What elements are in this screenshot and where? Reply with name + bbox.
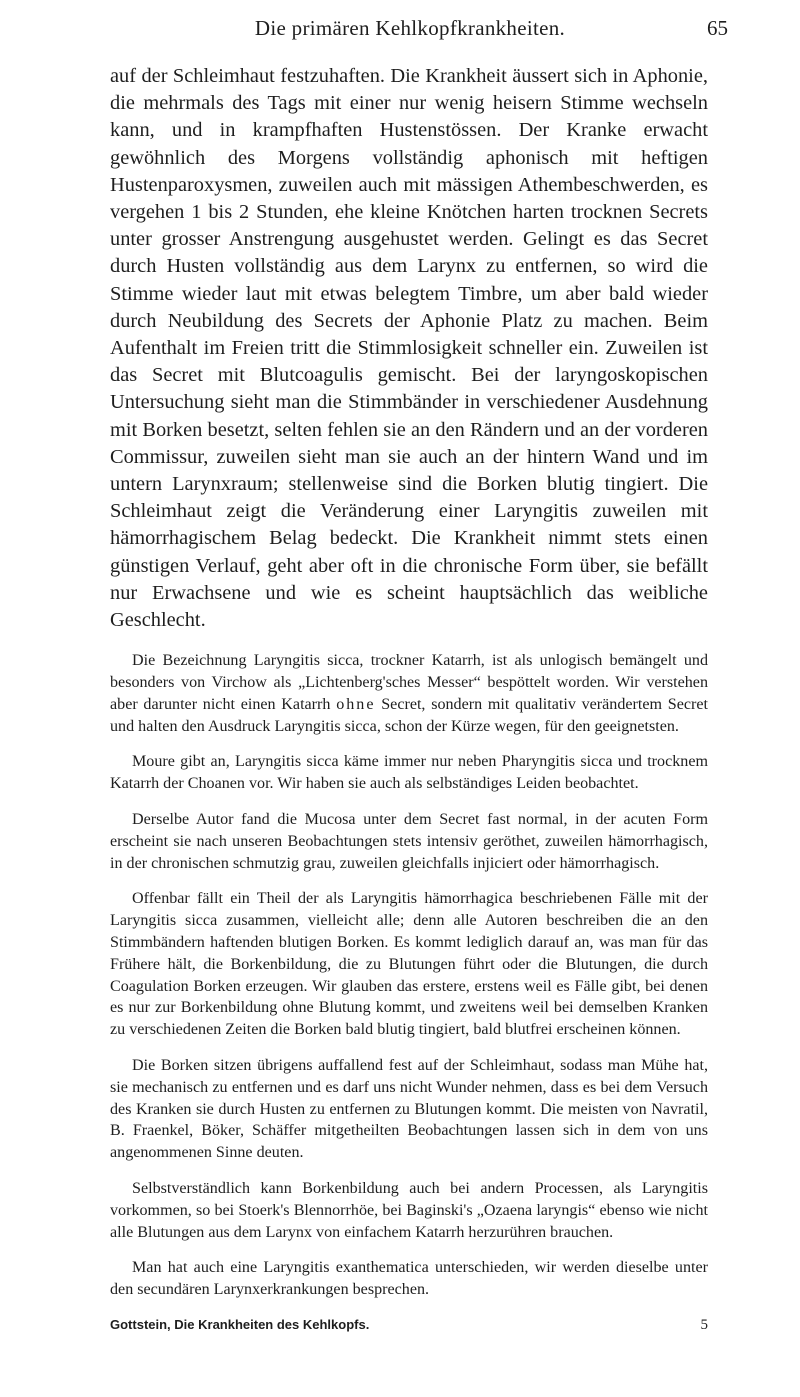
main-paragraph: auf der Schleimhaut festzuhaften. Die Krankheit äussert sich in Aphonie, die mehrmals des Tags mit einer nur wenig heisern Stimme wechseln kann, und in krampfhaften Hustenstössen. Der Kranke erwacht gewöhnlich des Morgens vollständig aphonisch mit heftigen Hustenparoxysmen, zuweilen auch mit mässigen Athembeschwerden, es vergehen 1 bis 2 Stunden, ehe kleine Knötchen harten trocknen Secrets unter grosser Anstrengung ausgehustet werden. Gelingt es das Secret durch Husten vollständig aus dem Larynx zu entfernen, so wird die Stimme wieder laut mit etwas belegtem Timbre, um aber bald wieder durch Neubildung des Secrets der Aphonie Platz zu machen. Beim Aufenthalt im Freien tritt die Stimmlosigkeit schneller ein. Zuweilen ist das Secret mit Blutcoagulis gemischt. Bei der laryngoskopischen Untersuchung sieht man die Stimmbänder in verschiedener Ausdehnung mit Borken besetzt, selten fehlen sie an den Rändern und an der vorderen Commissur, zuweilen sieht man sie auch an der hintern Wand und im untern Larynxraum; stellenweise sind die Borken blutig tingiert. Die Schleimhaut zeigt die Veränderung einer Laryngitis zuweilen mit hämorrhagischem Belag bedeckt. Die Krankheit nimmt stets einen günstigen Verlauf, geht aber oft in die chronische Form über, sie befällt nur Erwachsene und wie es scheint hauptsächlich das weibliche Geschlecht. xyxy=(110,65,708,632)
note-1-text-start: Die Bezeichnung Laryngitis sicca, trockner Katarrh, ist als unlogisch bemängelt und besonders von Virchow als „Lichtenberg'sches Messer“ bespöttelt worden. Wir verstehen aber darunter nicht einen Katarrh xyxy=(110,652,708,713)
note-paragraph-5: Die Borken sitzen übrigens auffallend fest auf der Schleimhaut, sodass man Mühe hat, sie mechanisch zu entfernen und es darf uns nicht Wunder nehmen, dass es bei dem Versuch des Kranken sie durch Husten zu entfernen zu Blutungen kommt. Die meisten von Navratil, B. Fraenkel, Böker, Schäffer mitgetheilten Beobachtungen lassen sich in dem von uns angenommenen Sinne deuten. xyxy=(110,1057,708,1162)
running-title: Die primären Kehlkopfkrankheiten. xyxy=(254,16,566,40)
note-paragraph-7: Man hat auch eine Laryngitis exanthematica unterschieden, wir werden dieselbe unter den secundären Larynxerkrankungen besprechen. xyxy=(110,1259,708,1299)
note-paragraph-4: Offenbar fällt ein Theil der als Laryngitis hämorrhagica beschriebenen Fälle mit der Laryngitis sicca zusammen, vielleicht alle; denn alle Autoren beschreiben die an den Stimmbändern haftenden blutigen Borken. Es kommt lediglich darauf an, was man für das Frühere hält, die Borkenbildung, die zu Blutungen führt oder die Blutungen, die durch Coagulation Borken erzeugen. Wir glauben das erstere, erstens weil es Fälle gibt, bei denen es nur zur Borkenbildung ohne Blutung kommt, und zweitens weil bei demselben Kranken zu verschiedenen Zeiten die Borken bald blutig tingiert, bald blutfrei erscheinen können. xyxy=(110,890,708,1039)
note-paragraph-1 xyxy=(110,650,708,737)
footer-source: Gottstein, Die Krankheiten des Kehlkopfs. xyxy=(110,1317,370,1332)
note-paragraph-6: Selbstverständlich kann Borkenbildung auch bei andern Processen, als Laryngitis vorkommen, so bei Stoerk's Blennorrhöe, bei Baginski's „Ozaena laryngis“ ebenso wie nicht alle Blutungen aus dem Larynx von einfachem Katarrh herzurühren brauchen. xyxy=(110,1180,708,1241)
page-header xyxy=(110,12,728,52)
note-1-emphasis: ohne xyxy=(336,695,376,713)
sheet-signature: 5 xyxy=(700,1317,708,1333)
page-number: 65 xyxy=(707,16,728,40)
body-text xyxy=(110,63,708,1315)
note-paragraph-2: Moure gibt an, Laryngitis sicca käme immer nur neben Pharyngitis sicca und trocknem Katarrh der Choanen vor. Wir haben sie auch als selbständiges Leiden beobachtet. xyxy=(110,753,708,793)
note-1-text-end: Secret, sondern mit qualitativ verändertem Secret und halten den Ausdruck Laryngitis sicca, schon der Kürze wegen, für den geeignetsten. xyxy=(110,695,708,735)
note-paragraph-3: Derselbe Autor fand die Mucosa unter dem Secret fast normal, in der acuten Form erscheint sie nach unseren Beobachtungen stets intensiv geröthet, zuweilen hämorrhagisch, in der chronischen schmutzig grau, zuweilen gleichfalls injiciert oder hämorrhagisch. xyxy=(110,811,708,872)
notes-section xyxy=(110,650,708,1301)
page-footer xyxy=(110,1317,708,1334)
